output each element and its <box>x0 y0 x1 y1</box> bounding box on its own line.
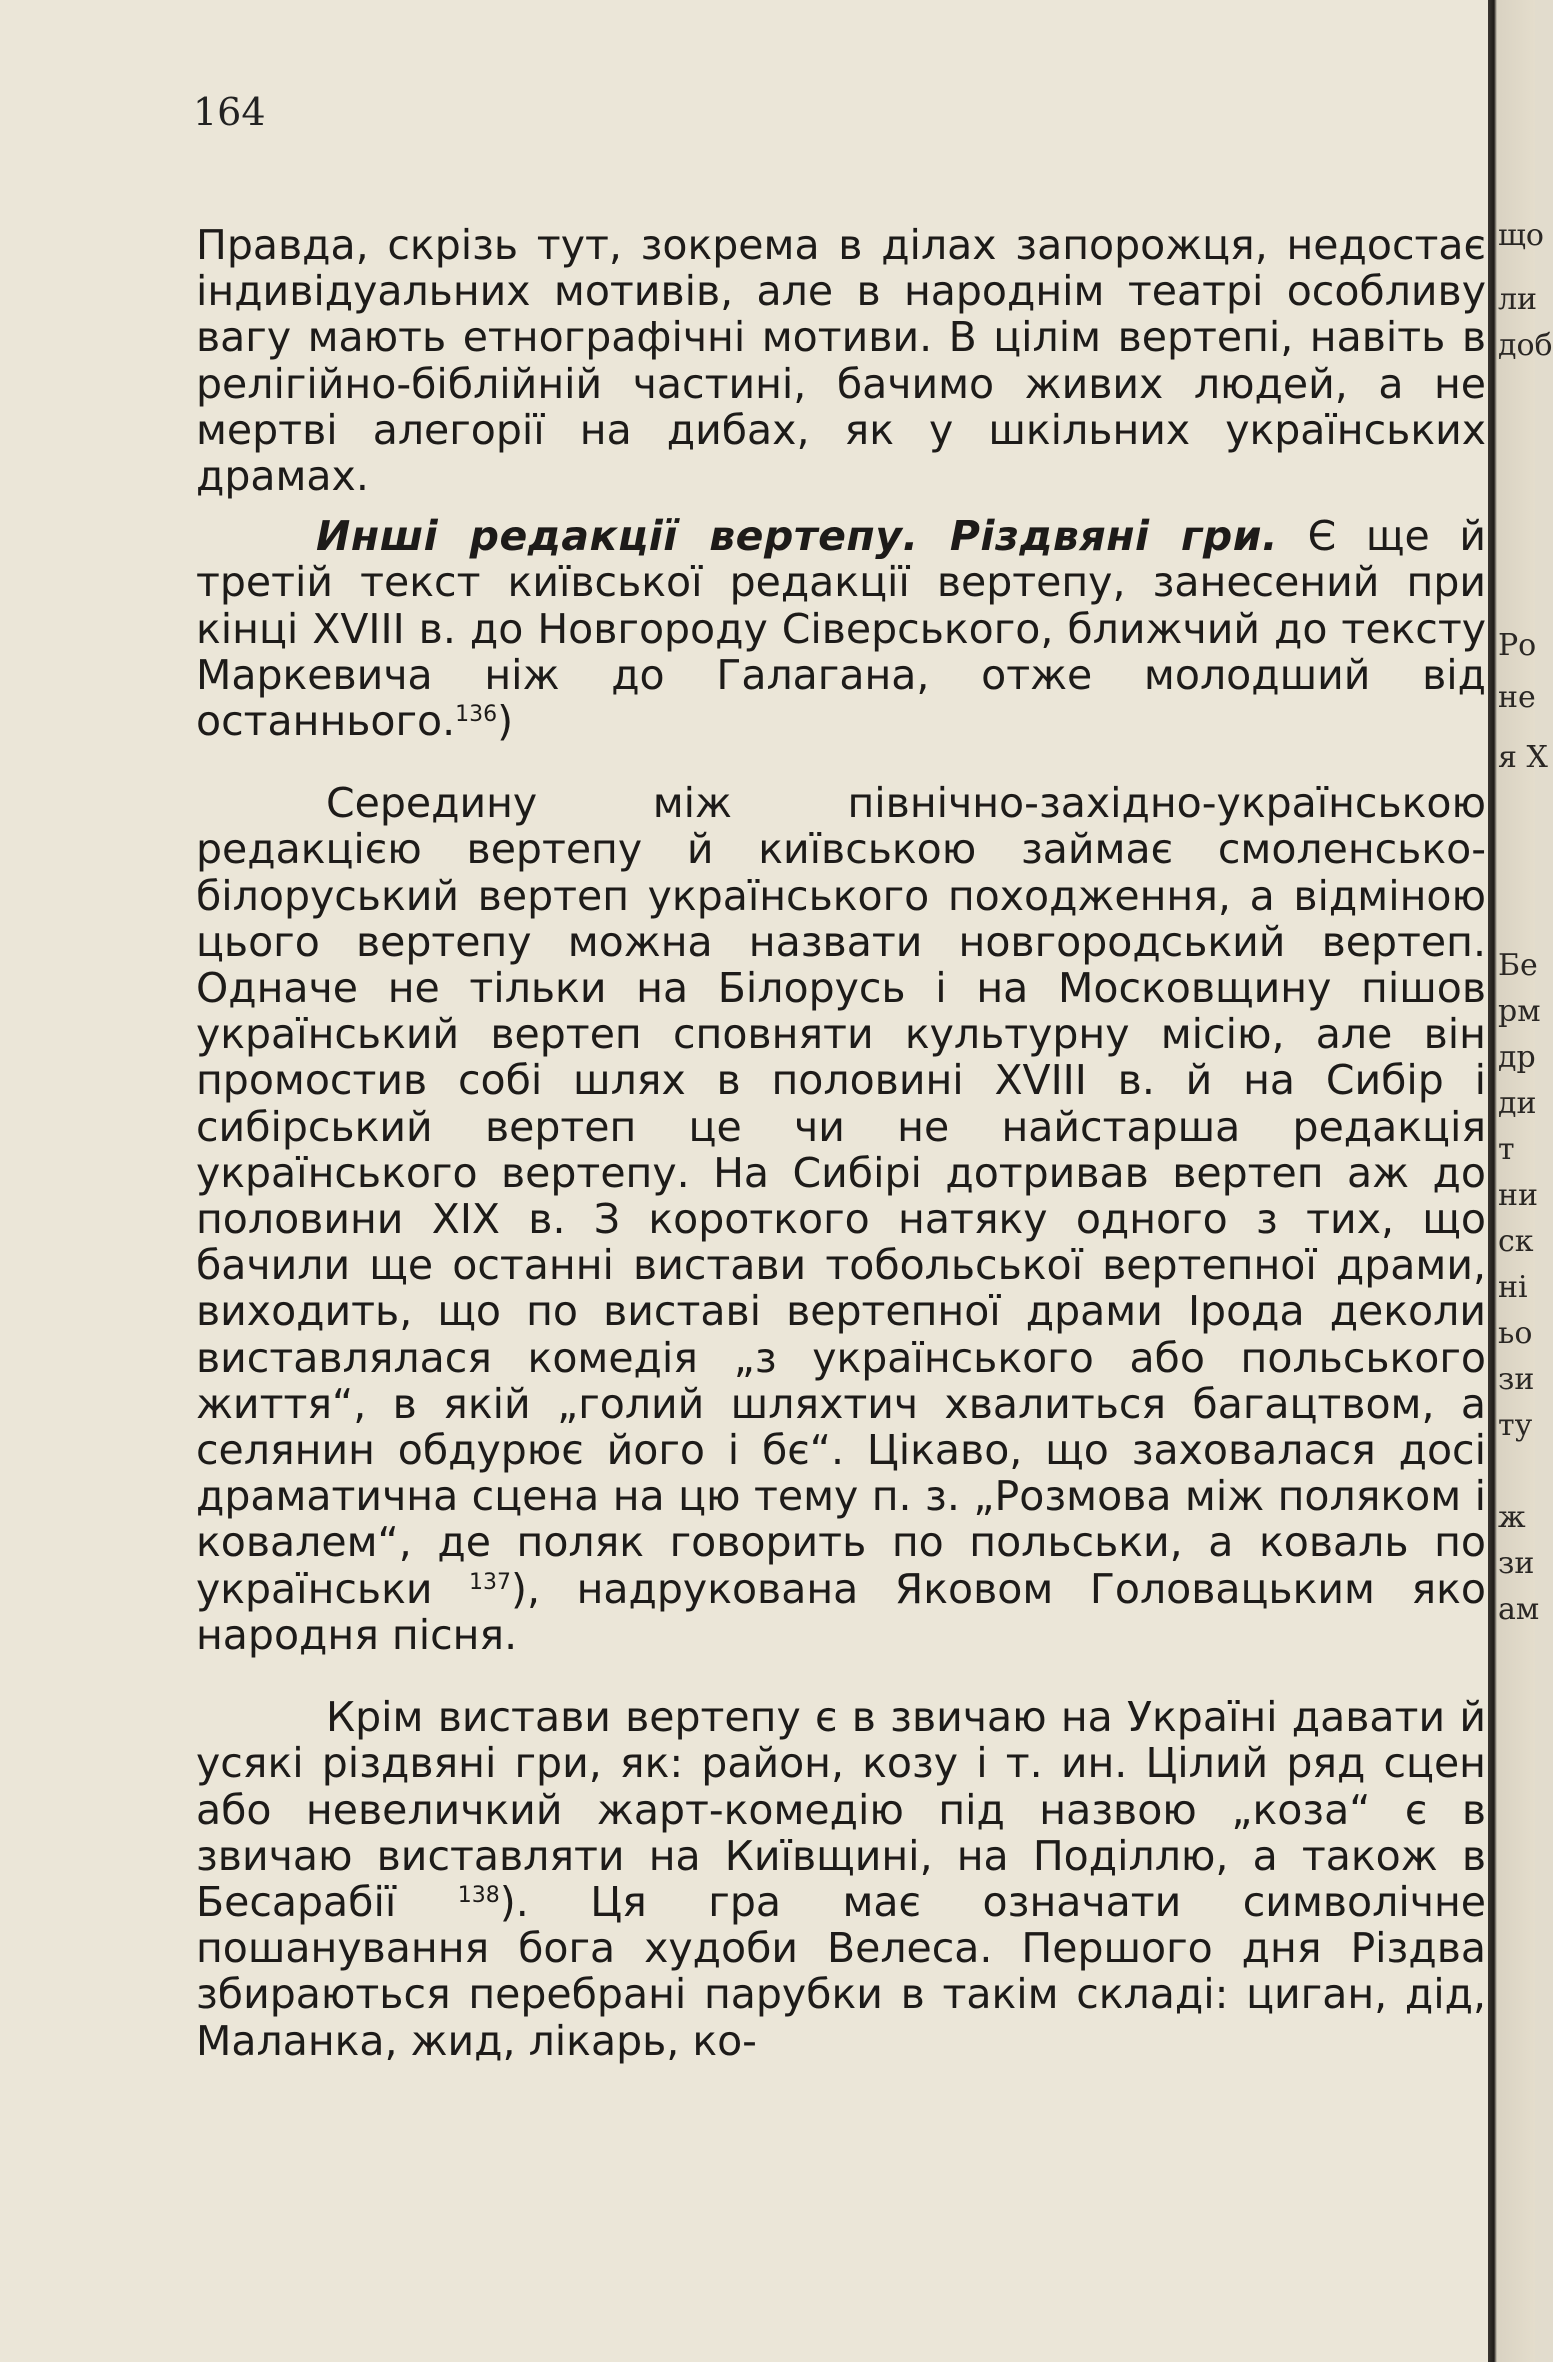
paragraph <box>196 1694 1486 2064</box>
facing-page-fragment: ьо <box>1498 1316 1533 1351</box>
facing-page-fragment: ни <box>1498 1178 1538 1213</box>
paragraph <box>196 222 1486 499</box>
facing-page-fragment: ту <box>1498 1408 1533 1443</box>
paragraph <box>196 780 1486 1658</box>
facing-page-fragment: ам <box>1498 1592 1540 1627</box>
facing-page-fragment: не <box>1498 680 1536 715</box>
facing-page-edge <box>1488 0 1553 2362</box>
facing-page-fragment: др <box>1498 1040 1536 1075</box>
footnote-ref: 136 <box>455 702 498 728</box>
text-run: Є ще й третій текст київської редакції вертепу, занесений при кінці XVIII в. до Новгороду Сіверського, ближчий до тексту Маркевича ніж до Галагана, отже молодший від останнього. <box>196 512 1486 746</box>
text-run: Правда, скрізь тут, зокрема в ділах запорожця, недостає індивідуальних мотивів, але в народнім театрі особливу вагу мають етнографічні мотиви. В цілім вертепі, навіть в релігійно-біблійній частині, бачимо живих людей, а не мертві алегорії на дибах, як у шкільних українських драмах. <box>196 221 1486 501</box>
facing-page-fragment: рм <box>1498 994 1541 1029</box>
facing-page-fragment: що <box>1498 218 1544 253</box>
facing-page-fragment: зи <box>1498 1546 1535 1581</box>
facing-page-fragment: зи <box>1498 1362 1535 1397</box>
footnote-ref: 137 <box>469 1569 512 1595</box>
footnote-ref: 138 <box>457 1882 500 1908</box>
facing-page-fragment: доб <box>1498 328 1553 363</box>
text-run: Середину між північно-західно-українською редакцією вертепу й київською займає смоленсько-білоруський вертеп українського походження, а відміною цього вертепу можна назвати новгородський вертеп. Одначе не тільки на Білорусь і на Московщину пішов український вертеп сповняти культурну місію, але він промостив собі шлях в половині XVIII в. й на Сибір і сибірський вертеп це чи не найстарша редакція українського вертепу. На Сибірі дотривав вертеп аж до половини XIX в. З короткого натяку одного з тих, що бачили ще останні вистави тобольської вертепної драми, виходить, що по виставі вертепної драми Ірода деколи виставлялася комедія „з українського або польського життя“, в якій „голий шляхтич хвалиться багацтвом, а селянин обдурює його і бє“. Цікаво, що заховалася досі драматична сцена на цю тему п. з. „Розмова між поляком і ковалем“, де поляк говорить по польськи, а коваль по українськи <box>196 779 1486 1613</box>
facing-page-fragment: я X <box>1498 740 1548 775</box>
paragraph <box>196 513 1486 744</box>
facing-page-fragment: Ро <box>1498 628 1537 663</box>
text-run: ), надрукована Яковом Головацьким яко народня пісня. <box>196 1564 1486 1659</box>
text-run: Крім вистави вертепу є в звичаю на Україні давати й усякі різдвяні гри, як: район, козу і т. ин. Цілий ряд сцен або невеличкий жарт-комедію під назвою „коза“ є в звичаю виставляти на Київщині, на Поділлю, а також в Бесарабії <box>196 1693 1486 1926</box>
facing-page-fragment: ли <box>1498 282 1538 317</box>
section-heading: Инші редакції вертепу. Різдвяні гри. <box>316 512 1279 561</box>
text-run: ). Ця гра має означати символічне пошанування бога худоби Велеса. Першого дня Різдва збираються перебрані парубки в такім складі: циган, дід, Маланка, жид, лікарь, ко- <box>196 1877 1486 2065</box>
facing-page-fragment: т <box>1498 1132 1515 1167</box>
facing-page-fragment: Бе <box>1498 948 1538 983</box>
text-run: ) <box>497 697 514 746</box>
facing-page-fragment: ди <box>1498 1086 1537 1121</box>
facing-page-fragment: ск <box>1498 1224 1534 1259</box>
body-text <box>196 222 1486 2064</box>
facing-page-fragment: ні <box>1498 1270 1528 1305</box>
facing-page-fragment: ж <box>1498 1500 1526 1535</box>
page-number: 164 <box>193 90 266 134</box>
